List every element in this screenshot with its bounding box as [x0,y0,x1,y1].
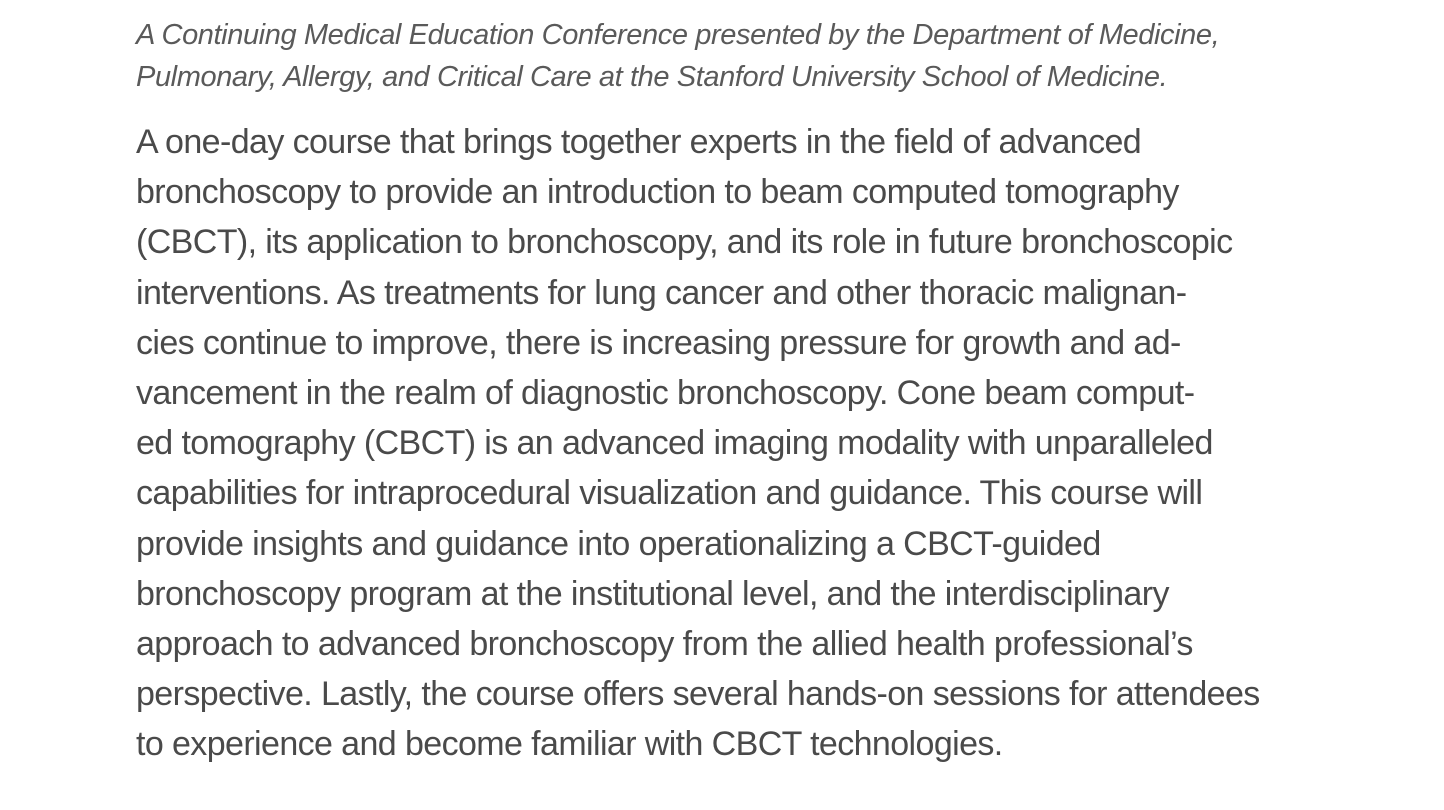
description-line: provide insights and guidance into operationalizing a CBCT-guided [136,524,1101,563]
description-line: A one-day course that brings together experts in the field of advanced [136,123,1142,161]
description-line: cies continue to improve, there is increasing pressure for growth and ad- [136,323,1181,362]
description-line: bronchoscopy program at the institutional level, and the interdisciplinary [136,574,1169,613]
description-line: (CBCT), its application to bronchoscopy, and its role in future bronchoscopic [136,223,1233,262]
description-line: bronchoscopy to provide an introduction to beam computed tomography [136,173,1179,212]
description-line: capabilities for intraprocedural visualization and guidance. This course will [136,474,1203,513]
description-line: ed tomography (CBCT) is an advanced imaging modality with unparalleled [136,424,1213,463]
description-line: approach to advanced bronchoscopy from the allied health professional’s [136,625,1193,664]
description-line: vancement in the realm of diagnostic bronchoscopy. Cone beam comput- [136,374,1195,413]
conference-subtitle [136,14,1336,98]
page-content [136,14,1336,770]
description-line: perspective. Lastly, the course offers several hands-on sessions for attendees [136,675,1260,714]
subtitle-line: A Continuing Medical Education Conference presented by the Department of Medicine, [136,19,1220,51]
subtitle-line: Pulmonary, Allergy, and Critical Care at the Stanford University School of Medicine. [136,61,1168,93]
course-description [136,117,1336,770]
description-line: to experience and become familiar with CBCT technologies. [136,725,1003,764]
description-line: interventions. As treatments for lung cancer and other thoracic malignan- [136,273,1187,312]
